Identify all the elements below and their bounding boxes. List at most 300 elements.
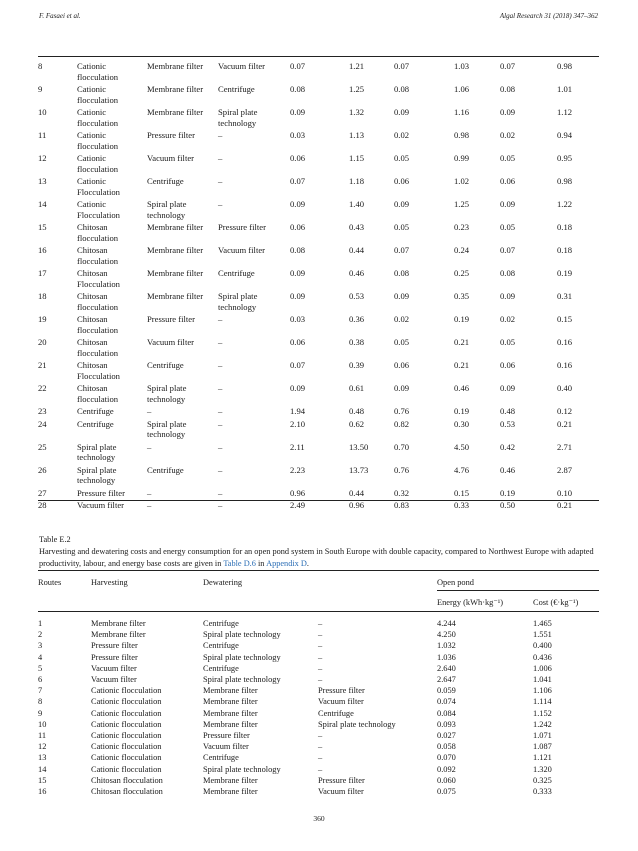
table-cell: 0.08 [394,268,410,278]
table-cell: 0.53 [500,418,516,429]
table-cell: 0.96 [290,487,306,498]
table-cell: Spiral plate technology [318,719,396,729]
table-cell: 0.96 [349,500,365,510]
table-cell: Vacuum filter [203,742,249,752]
table-cell: – [218,418,223,429]
table-cell: Membrane filter [147,84,204,94]
table-cell: 0.31 [557,291,573,301]
table-cell: 16 [38,245,47,255]
table-row [38,82,599,105]
table-cell: Spiral plate technology [147,383,187,404]
table-cell: 0.06 [394,176,410,186]
table-row [38,463,599,486]
table-cell: 0.35 [454,291,470,301]
table-cell: 25 [38,441,47,452]
table-cell: Chitosan flocculation [91,787,163,797]
table-cell: Spiral plate technology [203,652,281,662]
table-cell: Cationic flocculation [91,764,162,774]
caption-text-end: . [306,559,309,568]
table-row [38,128,599,151]
table-cell: 0.99 [454,153,470,163]
table-cell: 28 [38,500,47,510]
running-header-authors: F. Fasaei et al. [39,12,81,20]
dewatering-header: Dewatering [203,577,243,587]
table-cell: 13 [38,753,47,763]
table-cell: 0.09 [394,107,410,117]
table-cell: Membrane filter [147,291,204,301]
table-cell: 1.071 [533,731,552,741]
table-cell: Centrifuge [203,663,239,673]
table-cell: – [218,487,223,498]
table-cell: Cationic flocculation [91,708,162,718]
table-cell: 4.76 [454,464,470,475]
table-row [38,174,599,197]
table-row [38,685,599,696]
table-cell: – [318,742,323,752]
table-row [38,289,599,312]
table-cell: 0.25 [454,268,470,278]
running-header-journal: Algal Research 31 (2018) 347–362 [499,12,598,20]
table-cell: – [318,731,323,741]
table-cell: 0.060 [437,775,456,785]
table-cell: 4.250 [437,630,456,640]
table-cell: 0.08 [290,245,306,255]
table-row [38,358,599,381]
table-cell: 0.98 [557,61,573,71]
table-cell: 0.50 [500,500,516,510]
table-cell: 1.032 [437,641,456,651]
table-row [38,652,599,663]
table-cell: – [318,753,323,763]
table-cell: Cationic flocculation [77,84,119,105]
table-cell: 0.95 [557,153,573,163]
table-cell: 0.07 [290,360,306,370]
table-cell: 0.027 [437,731,456,741]
table-cell: Membrane filter [147,222,204,232]
table-cell: 23 [38,406,47,416]
table-cell: Chitosan flocculation [77,383,119,404]
table-cell: 0.24 [454,245,470,255]
table-cell: 0.38 [349,337,365,347]
table-cell: 0.070 [437,753,456,763]
table-cell: Centrifuge [218,268,255,278]
table-cell: 0.18 [557,222,573,232]
table-cell: Membrane filter [147,61,204,71]
table-e2-top-rule [38,570,599,571]
table-cell: 1.25 [349,84,365,94]
table-cell: 27 [38,487,47,498]
table-row [38,404,599,417]
table-cell: Cationic Flocculation [77,199,120,220]
table-cell: 1.15 [349,153,365,163]
table-cell: Vacuum filter [218,245,266,255]
table-cell: 0.09 [500,383,516,393]
table-cell: 0.074 [437,697,456,707]
table-cell: 0.03 [290,130,306,140]
table-cell: 1.94 [290,406,306,416]
table-cell: Pressure filter [203,731,250,741]
table-cell: Chitosan flocculation [77,245,119,266]
table-cell: 0.09 [290,199,306,209]
table-cell: 1.32 [349,107,365,117]
table-cell: 0.05 [394,222,410,232]
table-cell: 0.093 [437,719,456,729]
table-cell: 13.50 [349,441,369,452]
table-row [38,486,599,499]
table-cell: Chitosan flocculation [77,291,119,312]
table-cell: 1.40 [349,199,365,209]
table-cell: – [218,176,223,186]
table-cell: – [218,383,223,393]
table-row [38,105,599,128]
table-cell: 8 [38,61,43,71]
table-cell: – [147,487,152,498]
table-cell: 0.03 [290,314,306,324]
table-cell: Centrifuge [147,464,184,475]
table-cell: 0.19 [454,314,470,324]
table-row [38,417,599,440]
table-cell: Pressure filter [218,222,266,232]
table-cell: Spiral plate technology [147,418,187,439]
table-cell: 2.71 [557,441,573,452]
table-cell: 0.06 [500,360,516,370]
table-cell: 0.16 [557,337,573,347]
table-cell: Spiral plate technology [147,199,187,220]
table-row [38,786,599,797]
table-cell: 0.09 [290,383,306,393]
table-cell: – [318,630,323,640]
table-cell: Chitosan Flocculation [77,268,120,289]
table-cell: Membrane filter [203,787,258,797]
table-cell: 0.09 [394,383,410,393]
table-cell: 0.23 [454,222,470,232]
table-cell: 20 [38,337,47,347]
table-cell: 12 [38,742,47,752]
table-row [38,640,599,651]
table-cell: – [147,500,152,510]
table-row [38,312,599,335]
table-row [38,674,599,685]
table-cell: 1.041 [533,675,552,685]
top-table-top-rule [38,56,599,57]
table-cell: 15 [38,775,47,785]
table-row [38,440,599,463]
table-cell: 0.09 [290,291,306,301]
table-cell: 0.02 [394,314,410,324]
table-row [38,708,599,719]
table-row [38,266,599,289]
table-cell: 0.61 [349,383,365,393]
table-e2-caption [39,546,601,570]
table-cell: 0.02 [500,130,516,140]
table-cell: Membrane filter [91,619,146,628]
table-cell: – [218,464,223,475]
table-cell: 1.22 [557,199,573,209]
table-row [38,775,599,786]
table-cell: 0.15 [454,487,470,498]
table-cell: Vacuum filter [77,500,125,510]
table-cell: 11 [38,130,47,140]
table-cell: 2.647 [437,675,456,685]
table-row [38,696,599,707]
table-cell: Membrane filter [203,686,258,696]
table-cell: 1.087 [533,742,552,752]
table-cell: 2 [38,630,43,640]
table-cell: 0.05 [500,153,516,163]
table-cell: Cationic flocculation [91,686,162,696]
table-cell: 1.242 [533,719,552,729]
table-cell: 4.50 [454,441,470,452]
table-cell: Pressure filter [318,775,365,785]
table-cell: Pressure filter [147,130,195,140]
table-cell: – [318,619,323,628]
table-cell: Spiral plate technology [203,630,281,640]
table-cell: 0.76 [394,406,410,416]
table-cell: Chitosan flocculation [77,222,119,243]
table-cell: 0.39 [349,360,365,370]
table-cell: 24 [38,418,47,429]
table-cell: 0.46 [454,383,470,393]
appendix-d-link[interactable]: Appendix D [266,559,307,568]
table-cell: Chitosan flocculation [77,337,119,358]
table-cell: 0.15 [557,314,573,324]
table-cell: Pressure filter [318,686,365,696]
table-cell: 1 [38,619,43,628]
table-cell: Cationic flocculation [91,731,162,741]
table-cell: Centrifuge [218,84,255,94]
table-cell: 1.114 [533,697,552,707]
table-cell: 0.44 [349,487,365,498]
table-row [38,663,599,674]
table-cell: 1.320 [533,764,552,774]
table-cell: 0.092 [437,764,456,774]
table-cell: Membrane filter [203,719,258,729]
table-cell: 21 [38,360,47,370]
cost-header: Cost (€·kg⁻¹) [533,598,579,607]
table-cell: Chitosan Flocculation [77,360,120,381]
table-cell: Centrifuge [147,176,184,186]
table-cell: 14 [38,764,47,774]
table-cell: Pressure filter [147,314,195,324]
table-cell: 12 [38,153,47,163]
caption-text-mid: in [255,559,267,568]
table-cell: Centrifuge [203,753,239,763]
table-cell: 10 [38,107,47,117]
table-cell: 4.244 [437,619,456,628]
table-cell: 0.07 [290,176,306,186]
table-cell: 22 [38,383,47,393]
table-row [38,61,599,82]
table-cell: 5 [38,663,43,673]
table-cell: Pressure filter [77,487,125,498]
table-cell: 0.02 [500,314,516,324]
table-cell: 17 [38,268,47,278]
table-cell: 0.48 [500,406,516,416]
table-cell: Vacuum filter [91,675,137,685]
table-cell: 0.436 [533,652,552,662]
table-cell: 0.059 [437,686,456,696]
table-e2-label: Table E.2 [39,535,71,544]
caption-text: Harvesting and dewatering costs and energy consumption for an open pond system in South Europe with double capacity, compared to Northwest Europe with adapted productivity, labour, and energy base costs are given in [39,547,594,568]
table-cell: 0.36 [349,314,365,324]
routes-header: Routes [38,577,62,587]
table-d6-link[interactable]: Table D.6 [223,559,256,568]
table-cell: 0.07 [394,61,410,71]
table-cell: 1.465 [533,619,552,628]
table-cell: 0.08 [500,84,516,94]
table-cell: 3 [38,641,43,651]
table-cell: Membrane filter [203,708,258,718]
table-cell: 7 [38,686,43,696]
energy-header: Energy (kWh·kg⁻¹) [437,598,504,607]
table-cell: 0.075 [437,787,456,797]
table-cell: 1.12 [557,107,573,117]
table-cell: – [218,406,223,416]
table-cell: 1.03 [454,61,470,71]
table-cell: 0.21 [454,360,470,370]
table-cell: Membrane filter [203,697,258,707]
table-cell: 0.06 [500,176,516,186]
table-cell: – [218,153,223,163]
table-cell: 1.18 [349,176,365,186]
table-cell: Cationic flocculation [77,107,119,128]
table-cell: 0.16 [557,360,573,370]
table-cell: Centrifuge [147,360,184,370]
table-cell: Centrifuge [318,708,354,718]
table-cell: – [218,500,223,510]
table-cell: 11 [38,731,47,741]
table-row [38,719,599,730]
table-cell: 6 [38,675,43,685]
table-cell: 1.036 [437,652,456,662]
table-cell: 2.11 [290,441,305,452]
table-cell: – [147,406,152,416]
table-cell: Membrane filter [147,245,204,255]
table-cell: Spiral plate technology [203,764,281,774]
table-cell: 4 [38,652,43,662]
table-cell: 0.09 [394,199,410,209]
open-pond-header: Open pond [437,577,474,587]
table-cell: Cationic flocculation [91,742,162,752]
table-cell: 0.09 [500,199,516,209]
table-cell: 0.07 [394,245,410,255]
table-cell: 0.06 [290,222,306,232]
table-cell: 0.76 [394,464,410,475]
table-cell: 1.121 [533,753,552,763]
page-number: 360 [313,814,325,823]
table-cell: 0.19 [557,268,573,278]
table-cell: 2.87 [557,464,573,475]
table-row [38,730,599,741]
table-row [38,381,599,404]
table-cell: 13.73 [349,464,369,475]
table-cell: 0.09 [500,107,516,117]
table-cell: Membrane filter [91,630,146,640]
table-cell: 16 [38,787,47,797]
table-cell: 0.33 [454,500,470,510]
table-cell: Pressure filter [91,652,138,662]
table-cell: 1.551 [533,630,552,640]
table-cell: Cationic flocculation [77,130,119,151]
table-e2 [38,572,599,797]
table-cell: 0.40 [557,383,573,393]
table-cell: – [218,130,223,140]
table-cell: Cationic flocculation [91,697,162,707]
table-cell: 0.62 [349,418,365,429]
table-cell: – [318,663,323,673]
table-cell: – [318,641,323,651]
table-cell: 0.09 [394,291,410,301]
table-cell: 0.82 [394,418,410,429]
table-cell: – [318,764,323,774]
table-cell: 0.08 [500,268,516,278]
table-cell: Chitosan flocculation [91,775,163,785]
table-cell: – [318,675,323,685]
table-cell: 9 [38,708,43,718]
table-cell: Vacuum filter [91,663,137,673]
table-cell: 2.640 [437,663,456,673]
table-cell: 0.10 [557,487,573,498]
table-cell: 0.18 [557,245,573,255]
table-cell: 1.06 [454,84,470,94]
table-cell: 0.83 [394,500,410,510]
table-cell: – [218,199,223,209]
table-cell: Membrane filter [147,107,204,117]
table-row [38,741,599,752]
table-cell: 1.01 [557,84,573,94]
table-cell: 9 [38,84,43,94]
table-cell: 10 [38,719,47,729]
table-row [38,618,599,629]
table-cell: 2.23 [290,464,306,475]
table-cell: 0.05 [500,337,516,347]
table-cell: Centrifuge [203,619,239,628]
table-row [38,764,599,775]
table-cell: 0.07 [500,61,516,71]
table-cell: 0.09 [290,268,306,278]
table-cell: 0.70 [394,441,410,452]
table-cell: 1.006 [533,663,552,673]
table-cell: 0.42 [500,441,516,452]
table-cell: 0.05 [394,153,410,163]
table-cell: Chitosan flocculation [77,314,119,335]
table-cell: 1.152 [533,708,552,718]
table-cell: Cationic Flocculation [77,176,120,197]
table-cell: – [218,441,223,452]
table-cell: 0.12 [557,406,573,416]
table-cell: 0.06 [394,360,410,370]
table-cell: Spiral plate technology [203,675,281,685]
table-cell: 1.106 [533,686,552,696]
table-cell: 0.46 [349,268,365,278]
table-cell: Spiral plate technology [218,107,258,128]
table-cell: 0.333 [533,787,552,797]
table-cell: Spiral plate technology [77,464,117,485]
table-cell: 0.21 [557,418,573,429]
table-cell: 0.53 [349,291,365,301]
table-cell: Vacuum filter [147,337,195,347]
table-row [38,335,599,358]
table-cell: 26 [38,464,47,475]
harvesting-header: Harvesting [91,577,128,587]
table-cell: 0.48 [349,406,365,416]
table-cell: – [218,360,223,370]
table-cell: 0.08 [394,84,410,94]
table-cell: 15 [38,222,47,232]
table-cell: 1.16 [454,107,470,117]
table-cell: Cationic flocculation [77,61,119,82]
table-cell: 2.10 [290,418,306,429]
